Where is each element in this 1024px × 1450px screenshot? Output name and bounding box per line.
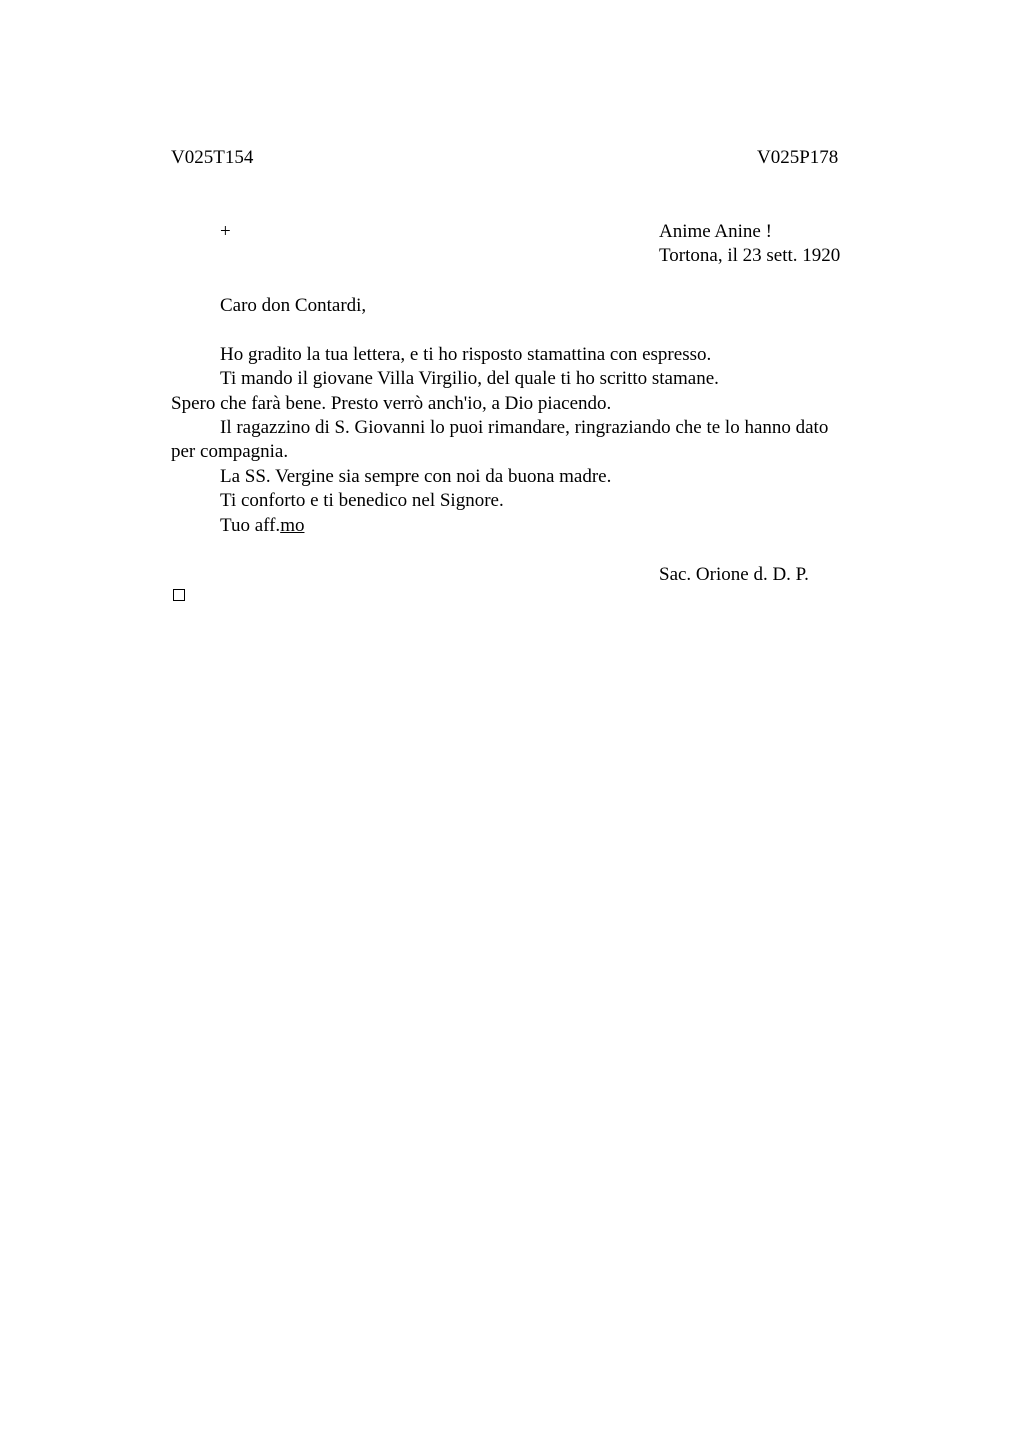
- body-line: Spero che farà bene. Presto verrò anch'io, a Dio piacendo.: [171, 393, 612, 414]
- closing-prefix: Tuo aff.: [220, 515, 281, 536]
- body-line: Ti mando il giovane Villa Virgilio, del quale ti ho scritto stamane.: [220, 368, 719, 389]
- document-code-right: V025P178: [757, 147, 839, 168]
- cross-symbol: +: [220, 221, 231, 242]
- document-code-left: V025T154: [171, 147, 254, 168]
- place-date: Tortona, il 23 sett. 1920: [659, 245, 841, 266]
- body-line: Ho gradito la tua lettera, e ti ho risposto stamattina con espresso.: [220, 344, 712, 365]
- closing: [220, 514, 304, 538]
- body-line: La SS. Vergine sia sempre con noi da buona madre.: [220, 466, 612, 487]
- closing-suffix: mo: [280, 515, 305, 536]
- end-of-document-box: [173, 589, 185, 601]
- body-line: Il ragazzino di S. Giovanni lo puoi rimandare, ringraziando che te lo hanno dato: [220, 417, 829, 438]
- salutation: Caro don Contardi,: [220, 295, 367, 316]
- motto: Anime Anine !: [659, 221, 772, 242]
- body-line: per compagnia.: [171, 441, 289, 462]
- body-line: Ti conforto e ti benedico nel Signore.: [220, 490, 504, 511]
- signature: Sac. Orione d. D. P.: [659, 564, 809, 585]
